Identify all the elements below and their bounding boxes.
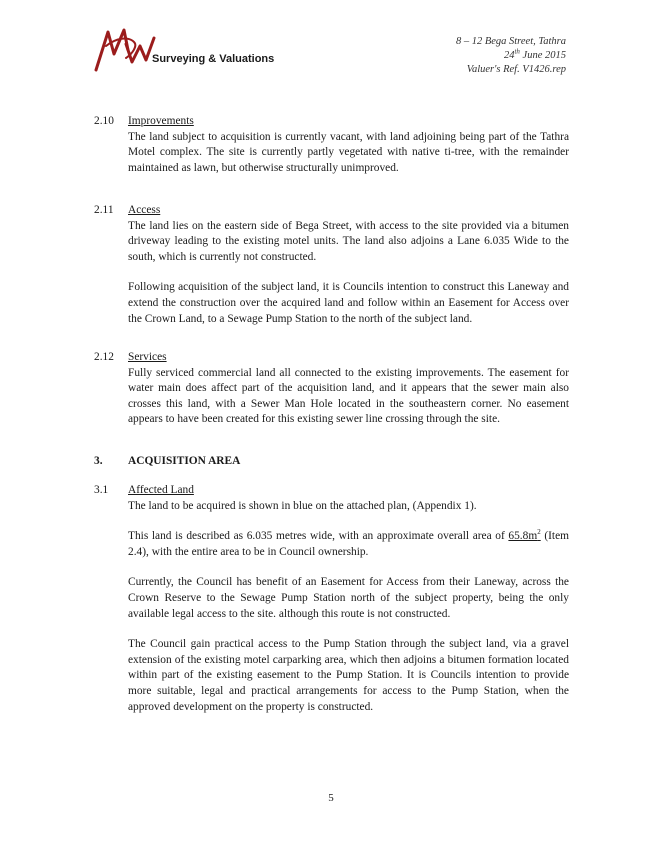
section-number: 2.11 <box>94 204 114 216</box>
paragraph: This land is described as 6.035 metres wide, with an approximate overall area of $65.8m^2$ (Item 2.4), with the entire area to be in Council ownership. <box>128 528 569 558</box>
section-title: Access <box>128 204 161 216</box>
paragraph: Currently, the Council has benefit of an Easement for Access from their Laneway, across the Crown Reserve to the Sewage Pump Station north of the subject property, being the only available legal access to the site. although this route is not constructed. <box>128 576 569 620</box>
logo-mark-icon <box>94 24 164 74</box>
area-value: $65.8m^2$ <box>508 528 541 543</box>
logo-text: Surveying & Valuations <box>152 53 275 65</box>
paragraph: The land subject to acquisition is currently vacant, with land adjoining being part of the Tathra Motel complex. The site is currently partly vegetated with native ti-tree, with the remainder maintained as lawn, but otherwise structurally unimproved. <box>128 130 569 174</box>
section-number: 2.10 <box>94 115 114 127</box>
section-number: 3. <box>94 455 103 467</box>
header-address: 8 – 12 Bega Street, Tathra <box>455 36 566 47</box>
company-logo <box>94 24 284 74</box>
section-2-11 <box>94 203 569 327</box>
paragraph: Following acquisition of the subject land, it is Councils intention to construct this Laneway and extend the construction over the acquired land and follow within an Easement for Access over the Crown Land, to a Sewage Pump Station to the north of the subject land. <box>128 281 569 325</box>
paragraph: The land lies on the eastern side of Bega Street, with access to the site provided via a bitumen driveway leading to the existing motel units. The land also adjoins a Lane 6.035 Wide to the south, which is currently not constructed. <box>128 219 569 263</box>
section-title: ACQUISITION AREA <box>128 455 241 467</box>
page-number: 5 <box>328 792 334 804</box>
section-title: Services <box>128 351 167 363</box>
header-info <box>456 35 566 77</box>
section-number: 3.1 <box>94 484 109 496</box>
paragraph: The Council gain practical access to the Pump Station through the subject land, via a gravel extension of the existing motel carparking area, which then adjoins a bitumen formation located within part of the existing easement to the Pump Station. It is Councils intention to provide more suitable, legal and practical arrangements for access to the Pump Station, when the approved development on the property is constructed. <box>128 638 569 713</box>
section-3-1 <box>94 483 569 715</box>
section-title: Improvements <box>128 115 194 127</box>
section-3-heading <box>94 454 569 470</box>
section-2-12 <box>94 350 569 428</box>
paragraph: The land to be acquired is shown in blue on the attached plan, (Appendix 1). <box>128 499 477 512</box>
header-ref: Valuer's Ref. V1426.rep <box>466 64 566 75</box>
section-number: 2.12 <box>94 351 114 363</box>
section-2-10 <box>94 114 569 176</box>
paragraph: Fully serviced commercial land all connected to the existing improvements. The easement for water main does affect part of the acquisition land, and it appears that the sewer main also crosses this land, with a Sewer Man Hole located in the southeastern corner. No easement appears to have been created for this existing sewer line crossing through the site. <box>128 366 569 426</box>
section-title: Affected Land <box>128 484 194 496</box>
header-date: 24th June 2015 <box>503 47 566 61</box>
